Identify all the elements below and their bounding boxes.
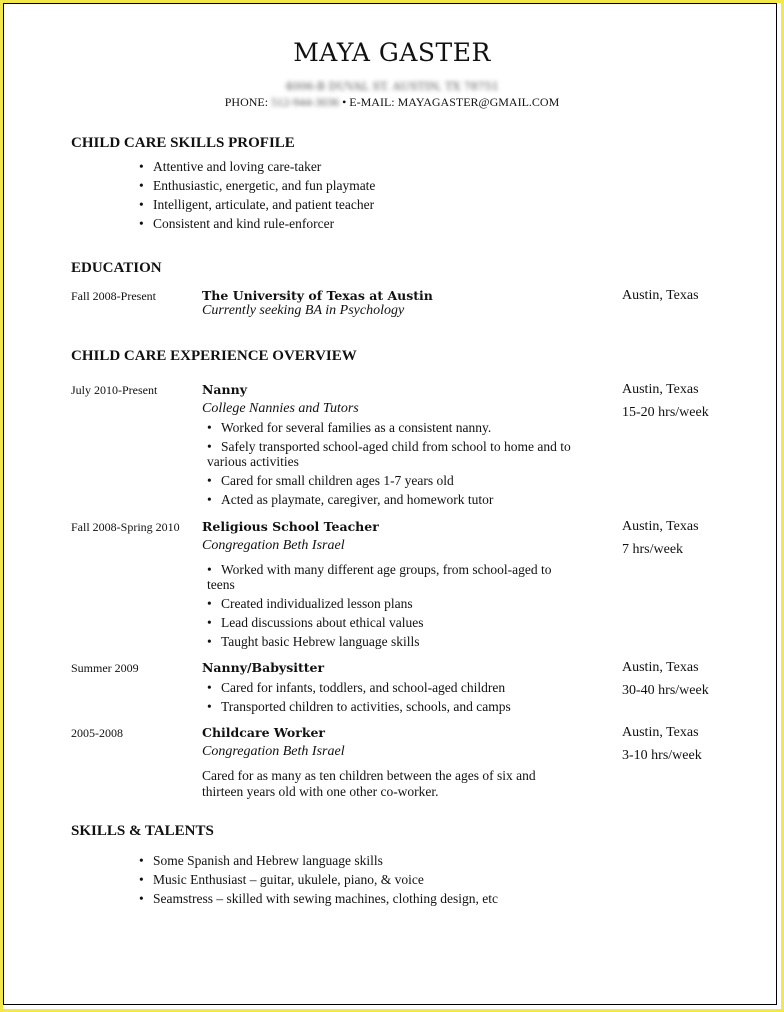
- education-location: Austin, Texas: [622, 288, 699, 303]
- job-date: July 2010-Present: [71, 383, 158, 397]
- email-address: MAYAGASTER@GMAIL.COM: [397, 95, 560, 109]
- job-description: [202, 768, 602, 800]
- job-date: Fall 2008-Spring 2010: [71, 520, 180, 534]
- job-location: Austin, Texas: [622, 519, 699, 534]
- list-item: • Intelligent, articulate, and patient teacher: [139, 195, 375, 214]
- candidate-name: MAYA GASTER: [293, 38, 491, 67]
- job-title: Nanny: [202, 382, 247, 397]
- list-item: [207, 439, 607, 469]
- job-organization: Congregation Beth Israel: [202, 744, 345, 759]
- job-hours: 15-20 hrs/week: [622, 405, 709, 420]
- job-location: Austin, Texas: [622, 725, 699, 740]
- address-line: [0, 80, 784, 93]
- list-item: • Some Spanish and Hebrew language skills: [139, 851, 498, 870]
- list-item-continuation: teens: [207, 577, 235, 592]
- list-item: • Cared for infants, toddlers, and school-aged children: [207, 680, 607, 695]
- skills-profile-list: [139, 157, 375, 233]
- email-label: E-MAIL:: [349, 95, 395, 109]
- education-school: The University of Texas at Austin: [202, 288, 433, 303]
- list-item: • Acted as playmate, caregiver, and homework tutor: [207, 492, 607, 507]
- list-item: • Music Enthusiast – guitar, ukulele, piano, & voice: [139, 870, 498, 889]
- job-hours: 30-40 hrs/week: [622, 683, 709, 698]
- list-item: • Lead discussions about ethical values: [207, 615, 607, 630]
- job-location: Austin, Texas: [622, 382, 699, 397]
- list-item-text: Worked with many different age groups, from school-aged to: [221, 562, 552, 577]
- job-duties-list: [207, 680, 607, 718]
- list-item: • Created individualized lesson plans: [207, 596, 607, 611]
- skills-talents-list: [139, 851, 498, 908]
- section-heading-skills-talents: SKILLS & TALENTS: [71, 823, 214, 839]
- list-item: • Worked for several families as a consistent nanny.: [207, 420, 607, 435]
- list-item: • Attentive and loving care-taker: [139, 157, 375, 176]
- list-item: • Consistent and kind rule-enforcer: [139, 214, 375, 233]
- list-item-text: Safely transported school-aged child from school to home and to: [221, 439, 571, 454]
- job-duties-list: [207, 420, 607, 511]
- contact-line: [0, 95, 784, 110]
- job-title: Childcare Worker: [202, 725, 326, 740]
- list-item: • Transported children to activities, schools, and camps: [207, 699, 607, 714]
- section-heading-education: EDUCATION: [71, 260, 162, 276]
- job-organization: Congregation Beth Israel: [202, 538, 345, 553]
- address: 4006-B DUVAL ST. AUSTIN, TX 78751: [285, 80, 499, 93]
- job-hours: 3-10 hrs/week: [622, 748, 702, 763]
- job-title: Religious School Teacher: [202, 519, 379, 534]
- contact-separator: •: [342, 95, 347, 109]
- phone-number: 512-944-3036: [271, 95, 340, 109]
- job-location: Austin, Texas: [622, 660, 699, 675]
- job-hours: 7 hrs/week: [622, 542, 684, 557]
- list-item: • Enthusiastic, energetic, and fun playmate: [139, 176, 375, 195]
- job-date: Summer 2009: [71, 661, 139, 675]
- job-duties-list: [207, 562, 607, 653]
- job-date: 2005-2008: [71, 726, 123, 740]
- job-description-line: thirteen years old with one other co-worker.: [202, 784, 439, 799]
- job-organization: College Nannies and Tutors: [202, 401, 359, 416]
- list-item: [207, 562, 607, 592]
- list-item-continuation: various activities: [207, 454, 299, 469]
- education-detail: Currently seeking BA in Psychology: [202, 303, 405, 318]
- list-item: • Cared for small children ages 1-7 years old: [207, 473, 607, 488]
- job-title: Nanny/Babysitter: [202, 660, 325, 675]
- education-date: Fall 2008-Present: [71, 289, 156, 303]
- list-item: • Taught basic Hebrew language skills: [207, 634, 607, 649]
- phone-label: PHONE:: [224, 95, 269, 109]
- section-heading-skills-profile: CHILD CARE SKILLS PROFILE: [71, 135, 295, 151]
- job-description-line: Cared for as many as ten children between the ages of six and: [202, 768, 536, 783]
- list-item: • Seamstress – skilled with sewing machines, clothing design, etc: [139, 889, 498, 908]
- section-heading-experience: CHILD CARE EXPERIENCE OVERVIEW: [71, 348, 357, 364]
